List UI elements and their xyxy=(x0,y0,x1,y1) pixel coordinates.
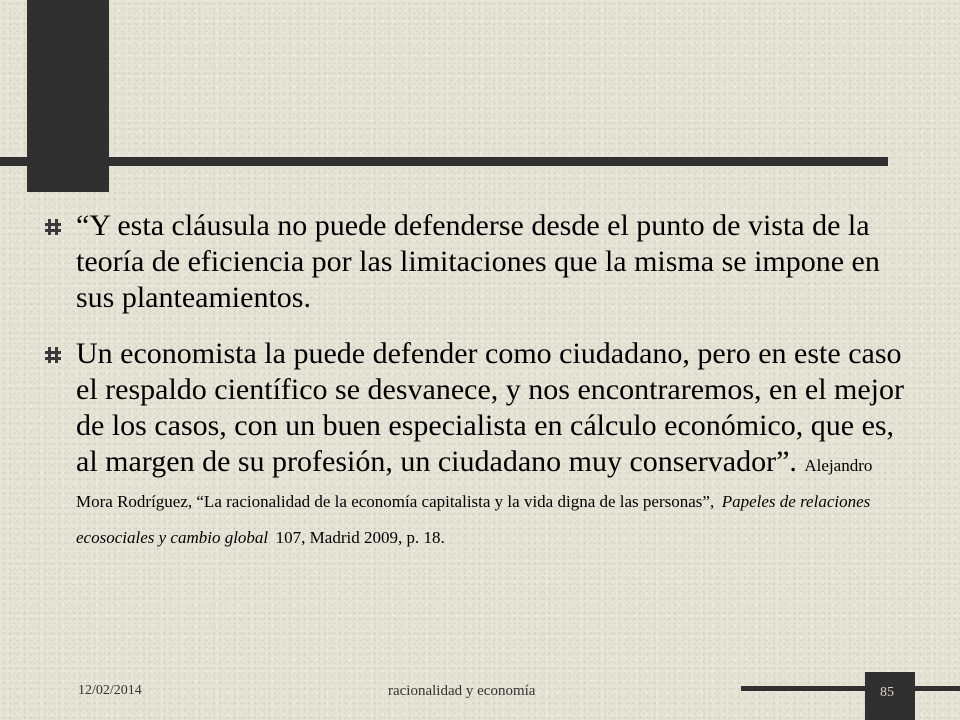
citation-author: Alejandro Mora Rodríguez, “La racionalidad de la economía capitalista y la vida digna de las personas”, xyxy=(76,456,873,511)
slide-body xyxy=(44,208,904,552)
footer-decorative-line xyxy=(741,686,960,691)
bullet-text-1: “Y esta cláusula no puede defenderse desde el punto de vista de la teoría de eficiencia por las limitaciones que la misma se impone en sus planteamientos. xyxy=(76,209,880,314)
bullet-text-2: Un economista la puede defender como ciudadano, pero en este caso el respaldo científico se desvanece, y nos encontraremos, en el mejor de los casos, con un buen especialista en cálculo económico, que es, al margen de su profesión, un ciudadano muy conservador”. xyxy=(76,337,905,478)
citation-details: 107, Madrid 2009, p. 18. xyxy=(275,528,445,547)
bullet-item-quote-2 xyxy=(44,336,904,552)
citation-journal: Papeles de relaciones ecosociales y cambio global xyxy=(76,492,871,547)
footer-date: 12/02/2014 xyxy=(78,683,142,698)
page-number: 85 xyxy=(880,685,894,700)
bullet-item-quote-1 xyxy=(44,208,904,316)
hash-bullet-icon xyxy=(44,218,62,236)
footer-title: racionalidad y economía xyxy=(388,683,536,699)
decorative-horizontal-bar xyxy=(0,157,888,166)
hash-bullet-icon xyxy=(44,346,62,364)
